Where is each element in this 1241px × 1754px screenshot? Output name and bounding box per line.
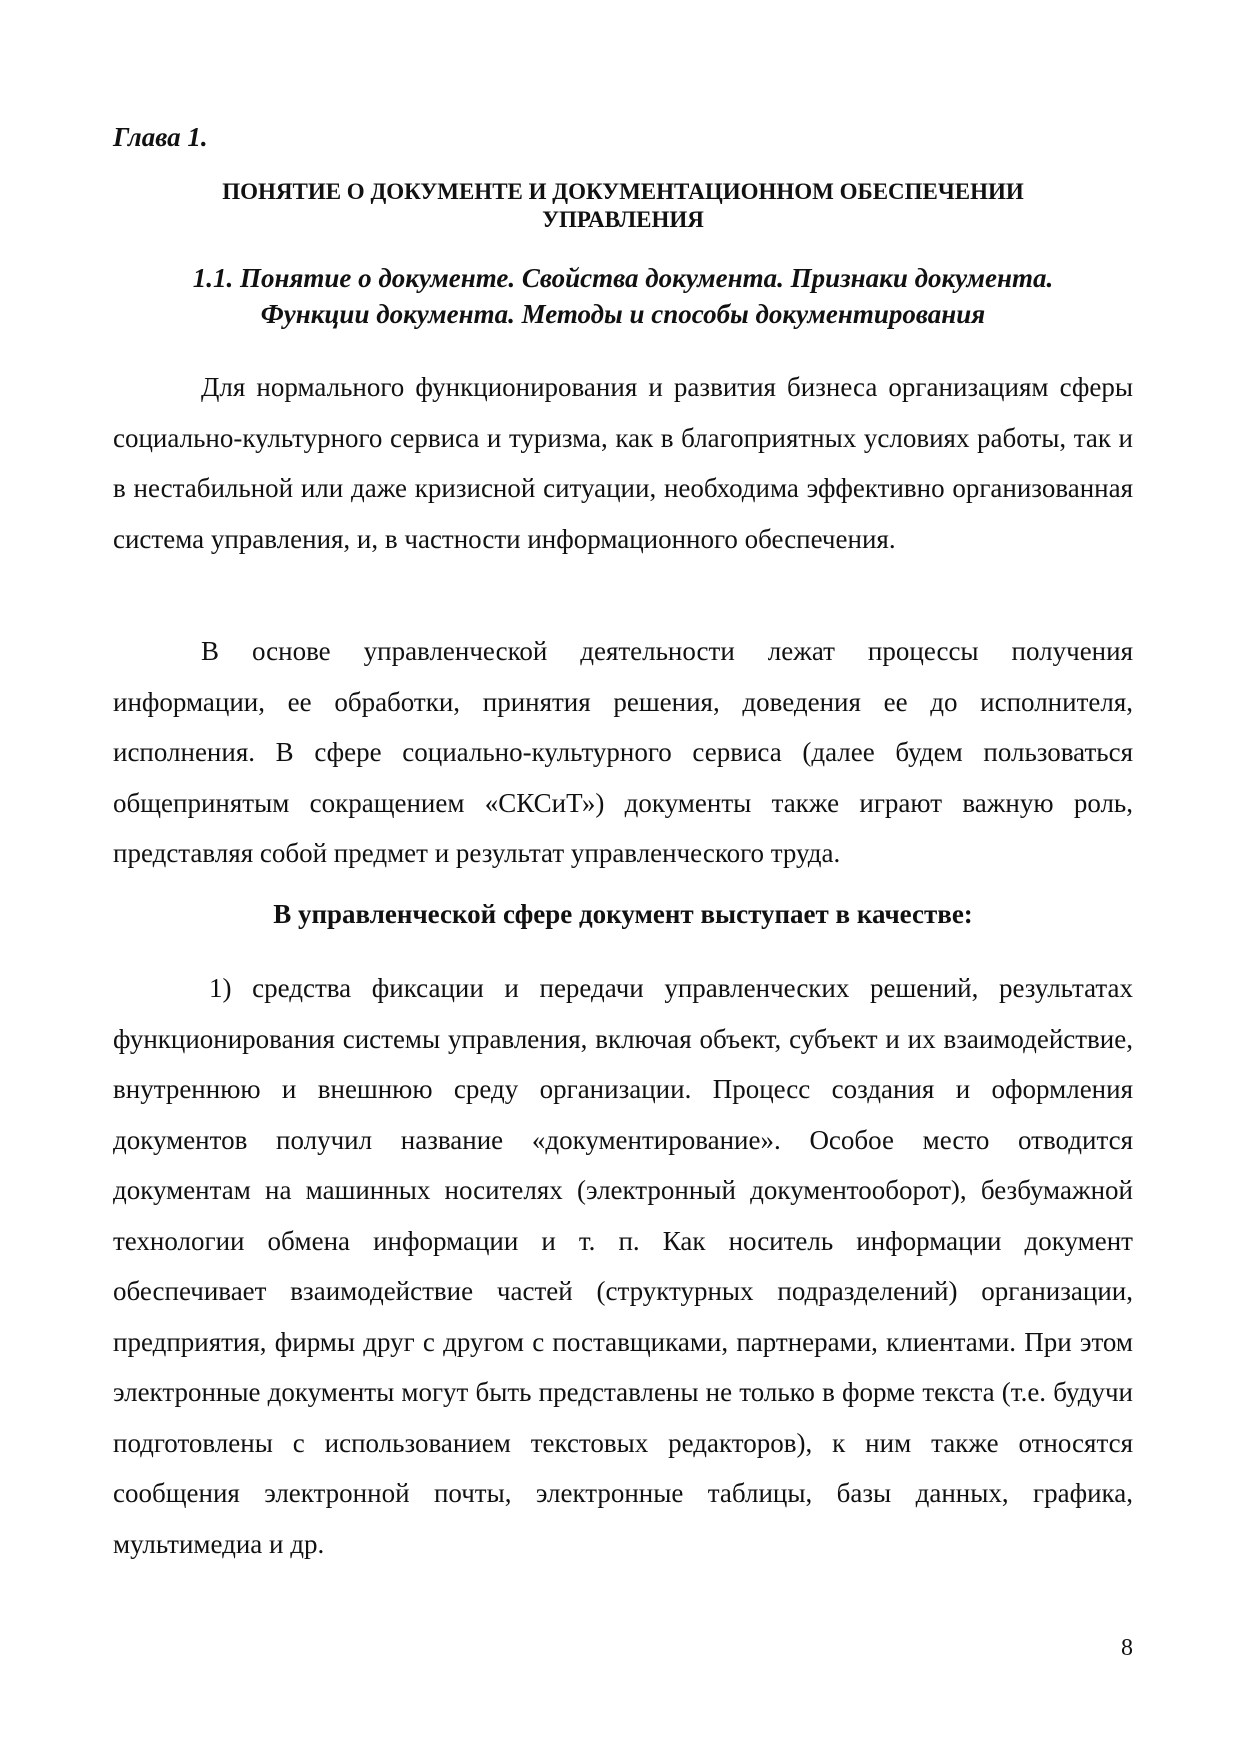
section-subtitle-line-1: 1.1. Понятие о документе. Свойства документа. Признаки документа. [192,263,1054,293]
section-subtitle-line-2: Функции документа. Методы и способы документирования [260,299,986,329]
section-heading: В управленческой сфере документ выступает в качестве: [273,899,973,929]
paragraph-2: В основе управленческой деятельности лежат процессы получения информации, ее обработки, принятия решения, доведения ее до исполнителя, исполнения. В сфере социально-культурного сервиса (далее будем пользоваться общепринятым сокращением «СКСиТ») документы также играют важную роль, представляя собой предмет и результат управленческого труда. [113,636,1133,868]
chapter-title-line-2: УПРАВЛЕНИЯ [542,207,704,232]
chapter-title-line-1: ПОНЯТИЕ О ДОКУМЕНТЕ И ДОКУМЕНТАЦИОННОМ ОБЕСПЕЧЕНИИ [222,179,1024,204]
paragraph-1: Для нормального функционирования и развития бизнеса организациям сферы социально-культурного сервиса и туризма, как в благоприятных условиях работы, так и в нестабильной или даже кризисной ситуации, необходима эффективно организованная система управления, и, в частности информационного обеспечения. [113,372,1133,554]
chapter-label: Глава 1. [113,122,208,152]
chapter-title [113,178,1133,234]
page-number: 8 [1121,1635,1133,1661]
section-subtitle [113,260,1133,332]
list-item-1: 1) средства фиксации и передачи управленческих решений, результатах функционирования системы управления, включая объект, субъект и их взаимодействие, внутреннюю и внешнюю среду организации. Процесс создания и оформления документов получил название «документирование». Особое место отводится документам на машинных носителях (электронный документооборот), безбумажной технологии обмена информации и т. п. Как носитель информации документ обеспечивает взаимодействие частей (структурных подразделений) организации, предприятия, фирмы друг с другом с поставщиками, партнерами, клиентами. При этом электронные документы могут быть представлены не только в форме текста (т.е. будучи подготовлены с использованием текстовых редакторов), к ним также относятся сообщения электронной почты, электронные таблицы, базы данных, графика, мультимедиа и др. [113,973,1133,1559]
